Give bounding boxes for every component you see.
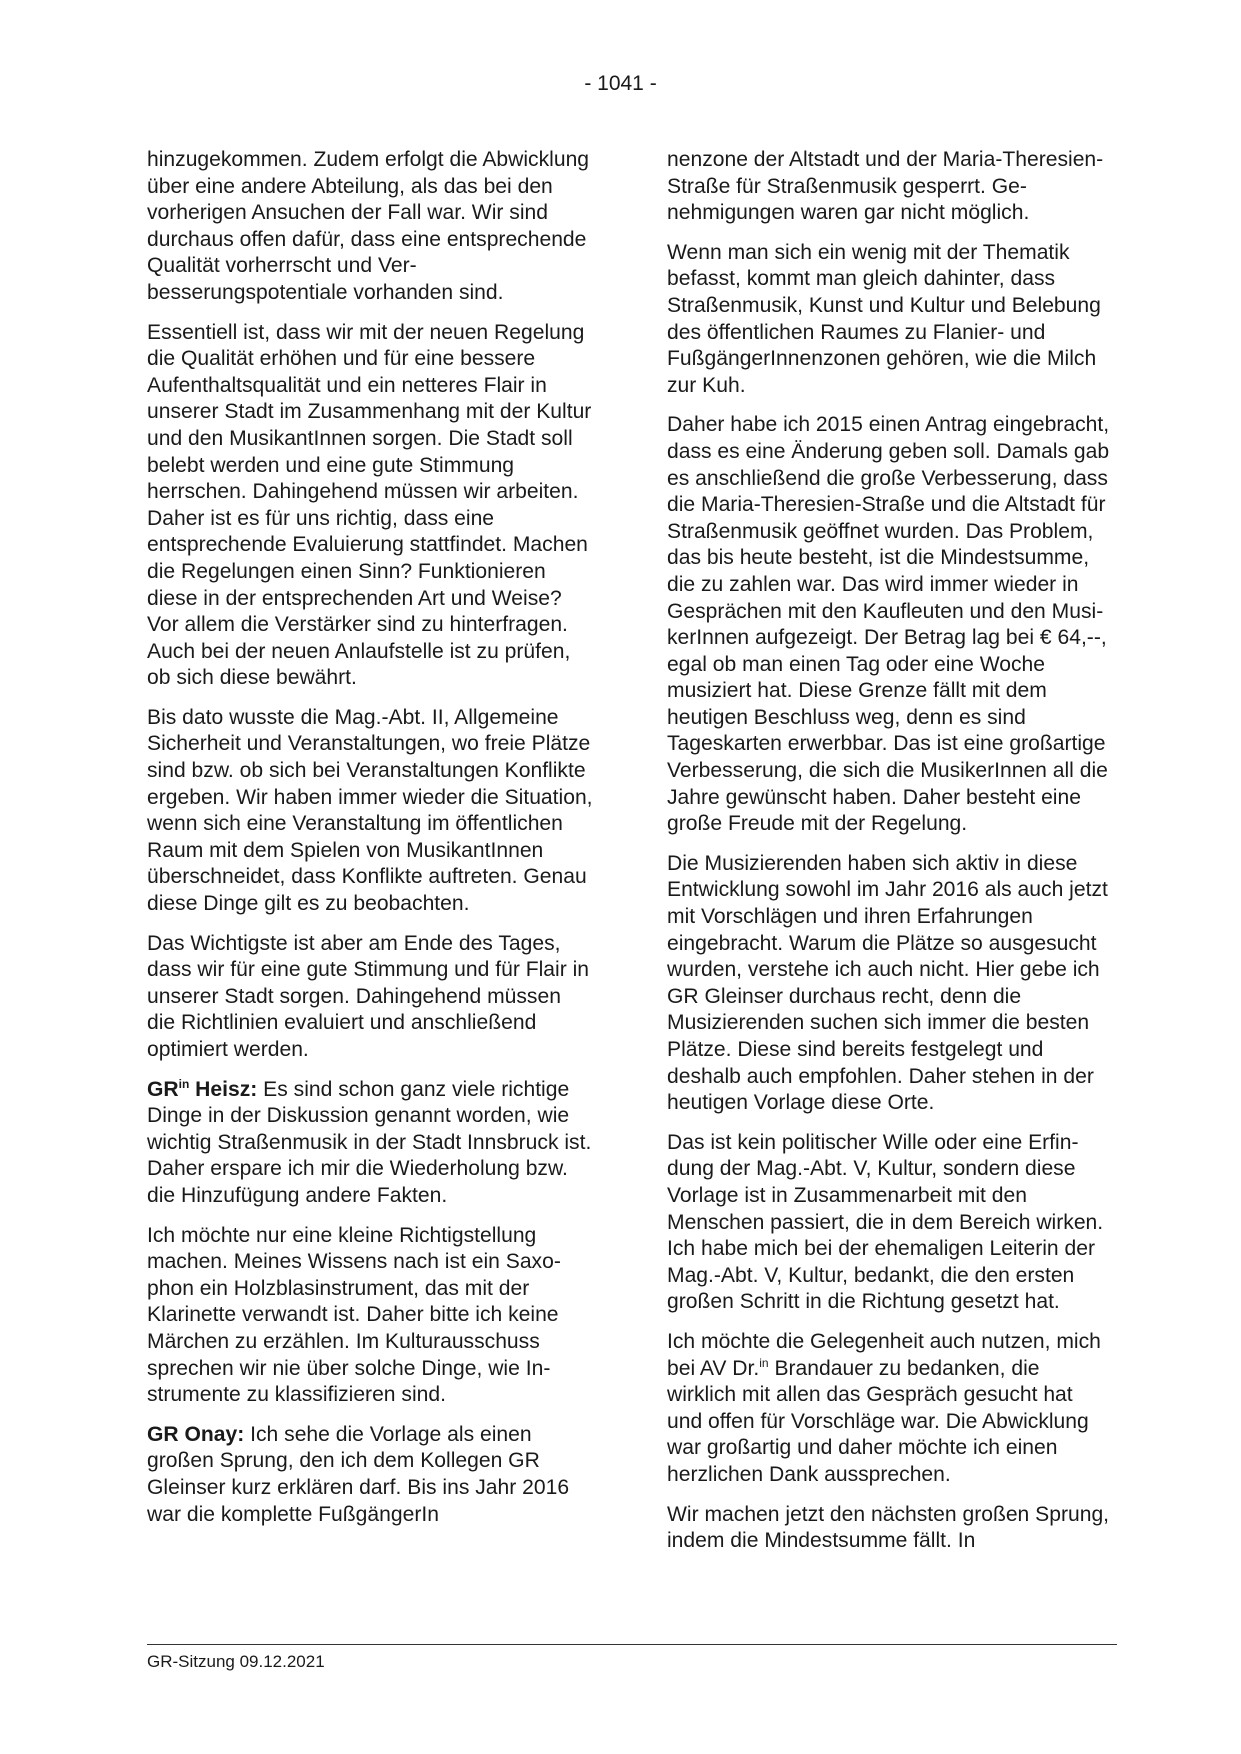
speaker-title: GR [147,1077,179,1101]
speaker-name [147,1078,257,1101]
paragraph: Das Wichtigste ist aber am Ende des Tages, dass wir für eine gute Stimmung und für Flair in unserer Stadt sorgen. Dahingehend müssen die Richtlinien evaluiert und anschließend optimiert werden. [147,931,589,1061]
text-part: Ich möchte die Gelegenheit auch nutzen, mich bei AV Dr. [667,1329,1101,1380]
paragraph: Wenn man sich ein wenig mit der Thematik befasst, kommt man gleich dahinter, dass Straßenmusik, Kunst und Kultur und Belebung des öffentlichen Raumes zu Flanier- und FußgängerInnenzonen gehören, wie die Milch zur Kuh. [667,240,1101,397]
paragraph: Essentiell ist, dass wir mit der neuen Regelung die Qualität erhöhen und für eine bessere Aufenthaltsqualität und ein netteres Flair in unserer Stadt im Zusammenhang mit der Kultur und den MusikantInnen sorgen. Die Stadt soll belebt werden und eine gute Stimmung herrschen. Dahingehend müssen wir arbeiten. Daher ist es für uns richtig, dass eine entsprechende Evaluierung stattfindet. Machen die Regelungen einen Sinn? Funktionieren diese in der entsprechenden Art und Weise? Vor allem die Verstärker sind zu hinterfragen. Auch bei der neuen Anlaufstelle ist zu prüfen, ob sich diese bewährt. [147,320,592,690]
speaker-name: GR Onay: [147,1422,245,1446]
speech-text: Ich sehe die Vorlage als einen großen Sprung, den ich dem Kollegen GR Gleinser kurz erklären darf. Bis ins Jahr 2016 war die komplette FußgängerIn [147,1422,570,1526]
footer-session-date: GR-Sitzung 09.12.2021 [147,1652,325,1671]
paragraph [667,1329,1113,1489]
speaker-title-sup: in [178,1076,190,1091]
paragraph: Die Musizierenden haben sich aktiv in diese Entwicklung sowohl im Jahr 2016 als auch jetzt mit Vorschlägen und ihren Erfahrungen eingebracht. Warum die Plätze so ausgesucht wurden, verstehe ich auch nicht. Hier gebe ich GR Gleinser durchaus recht, denn die Musizierenden suchen sich immer die besten Plätze. Diese sind bereits festgelegt und deshalb auch empfohlen. Daher stehen in der heutigen Vorlage diese Orte. [667,851,1108,1115]
speaker-surname: Heisz: [189,1077,258,1101]
paragraph: hinzugekommen. Zudem erfolgt die Abwicklung über eine andere Abteilung, als das bei den vorherigen Ansuchen der Fall war. Wir sind durchaus offen dafür, dass eine entsprechende Qualität vorherrscht und Verbesserungspotentiale vorhanden sind. [147,148,590,304]
speech-text: Es sind schon ganz viele richtige Dinge in der Diskussion genannt worden, wie wichtig Straßenmusik in der Stadt Innsbruck ist. Daher erspare ich mir die Wiederholung bzw. die Hinzufügung andere Fakten. [147,1077,592,1207]
left-column [147,147,593,1541]
paragraph: Wir machen jetzt den nächsten großen Sprung, indem die Mindestsumme fällt. In [667,1502,1110,1553]
paragraph: nenzone der Altstadt und der Maria-Theresien-Straße für Straßenmusik gesperrt. Genehmigungen waren gar nicht möglich. [667,148,1104,225]
page-number: - 1041 - [584,72,657,95]
right-column [667,147,1113,1568]
paragraph: Das ist kein politischer Wille oder eine Erfindung der Mag.-Abt. V, Kultur, sondern diese Vorlage ist in Zusammenarbeit mit den Menschen passiert, die in dem Bereich wirken. Ich habe mich bei der ehemaligen Leiterin der Mag.-Abt. V, Kultur, bedankt, die den ersten großen Schritt in die Richtung gesetzt hat. [667,1130,1104,1314]
paragraph: Daher habe ich 2015 einen Antrag eingebracht, dass es eine Änderung geben soll. Damals gab es anschließend die große Verbesserung, dass die Maria-Theresien-Straße und die Altstadt für Straßenmusik geöffnet wurden. Das Problem, das bis heute besteht, ist die Mindestsumme, die zu zahlen war. Das wird immer wieder in Gesprächen mit den Kaufleuten und den MusikerInnen aufgezeigt. Der Betrag lag bei € 64,--, egal ob man einen Tag oder eine Woche musiziert hat. Diese Grenze fällt mit dem heutigen Beschluss weg, denn es sind Tageskarten erwerbbar. Das ist eine großartige Verbesserung, die sich die MusikerInnen all die Jahre gewünscht haben. Daher besteht eine große Freude mit der Regelung. [667,413,1110,836]
paragraph: Bis dato wusste die Mag.-Abt. II, Allgemeine Sicherheit und Veranstaltungen, wo freie Plätze sind bzw. ob sich bei Veranstaltungen Konflikte ergeben. Wir haben immer wieder die Situation, wenn sich eine Veranstaltung im öffentlichen Raum mit dem Spielen von MusikantInnen überschneidet, dass Konflikte auftreten. Genau diese Dinge gilt es zu beobachten. [147,705,593,916]
footer-divider [147,1644,1117,1645]
speech-heisz [147,1077,593,1210]
paragraph: Ich möchte nur eine kleine Richtigstellung machen. Meines Wissens nach ist ein Saxophon ein Holzblasinstrument, das mit der Klarinette verwandt ist. Daher bitte ich keine Märchen zu erzählen. Im Kulturausschuss sprechen wir nie über solche Dinge, wie Instrumente zu klassifizieren sind. [147,1223,561,1407]
superscript: in [759,1355,769,1370]
text-part: Brandauer zu bedanken, die wirklich mit allen das Gespräch gesucht hat und offen für Vorschläge war. Die Abwicklung war großartig und daher möchte ich einen herzlichen Dank aussprechen. [667,1356,1089,1486]
speech-onay [147,1422,593,1528]
